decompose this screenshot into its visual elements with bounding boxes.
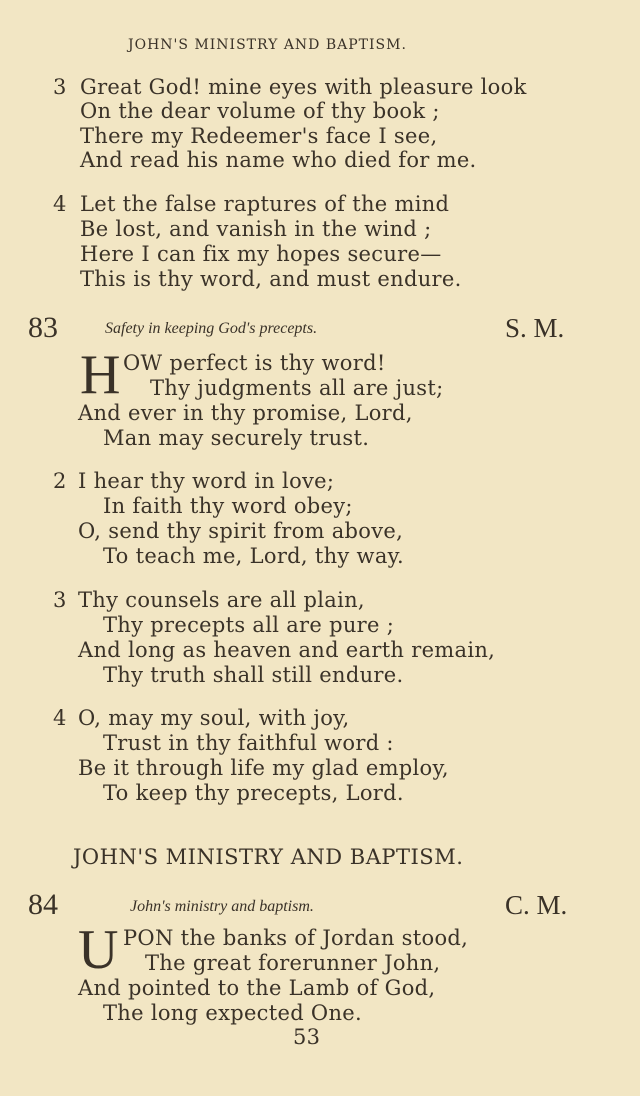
verse-line: O, send thy spirit from above,: [78, 519, 404, 543]
drop-cap: U: [78, 919, 119, 981]
verse-number: 4: [53, 192, 67, 216]
hymn-title: Safety in keeping God's precepts.: [105, 320, 318, 337]
verse-number: 3: [53, 588, 67, 612]
hymn-meter: C. M.: [505, 890, 568, 920]
verse-line: And pointed to the Lamb of God,: [78, 976, 436, 1000]
verse-line: PON the banks of Jordan stood,: [123, 926, 469, 950]
verse-line: Be lost, and vanish in the wind ;: [80, 217, 432, 241]
verse-line: O, may my soul, with joy,: [78, 706, 350, 730]
verse-line: Thy counsels are all plain,: [78, 588, 365, 612]
verse-line: Thy precepts all are pure ;: [103, 613, 395, 637]
verse-line: Trust in thy faithful word :: [103, 731, 394, 755]
verse-line: To keep thy precepts, Lord.: [103, 781, 404, 805]
verse-line: The great forerunner John,: [145, 951, 441, 975]
verse-line: OW perfect is thy word!: [123, 351, 386, 375]
verse-line: Be it through life my glad employ,: [78, 756, 449, 780]
verse-line: Here I can fix my hopes secure—: [80, 242, 442, 266]
drop-cap: H: [80, 344, 121, 406]
page-number: 53: [293, 1025, 321, 1049]
section-heading: JOHN'S MINISTRY AND BAPTISM.: [73, 845, 464, 869]
verse-line: Man may securely trust.: [103, 426, 370, 450]
verse-line: And ever in thy promise, Lord,: [78, 401, 413, 425]
verse-line: Thy judgments all are just;: [150, 376, 444, 400]
verse-line: And long as heaven and earth remain,: [78, 638, 496, 662]
hymn-title: John's ministry and baptism.: [130, 898, 314, 915]
verse-line: Thy truth shall still endure.: [103, 663, 404, 687]
hymn-number: 83: [28, 311, 58, 344]
verse-line: There my Redeemer's face I see,: [80, 124, 438, 148]
verse-line: And read his name who died for me.: [80, 148, 477, 172]
verse-line: On the dear volume of thy book ;: [80, 99, 440, 123]
verse-number: 2: [53, 469, 67, 493]
verse-line: The long expected One.: [103, 1001, 362, 1025]
running-header: JOHN'S MINISTRY AND BAPTISM.: [128, 37, 407, 53]
verse-line: Let the false raptures of the mind: [80, 192, 450, 216]
verse-number: 4: [53, 706, 67, 730]
verse-line: This is thy word, and must endure.: [80, 267, 462, 291]
verse-line: Great God! mine eyes with pleasure look: [80, 75, 527, 99]
verse-line: In faith thy word obey;: [103, 494, 353, 518]
hymn-number: 84: [28, 888, 58, 921]
verse-line: I hear thy word in love;: [78, 469, 335, 493]
hymn-meter: S. M.: [505, 313, 565, 343]
verse-number: 3: [53, 75, 67, 99]
verse-line: To teach me, Lord, thy way.: [103, 544, 405, 568]
